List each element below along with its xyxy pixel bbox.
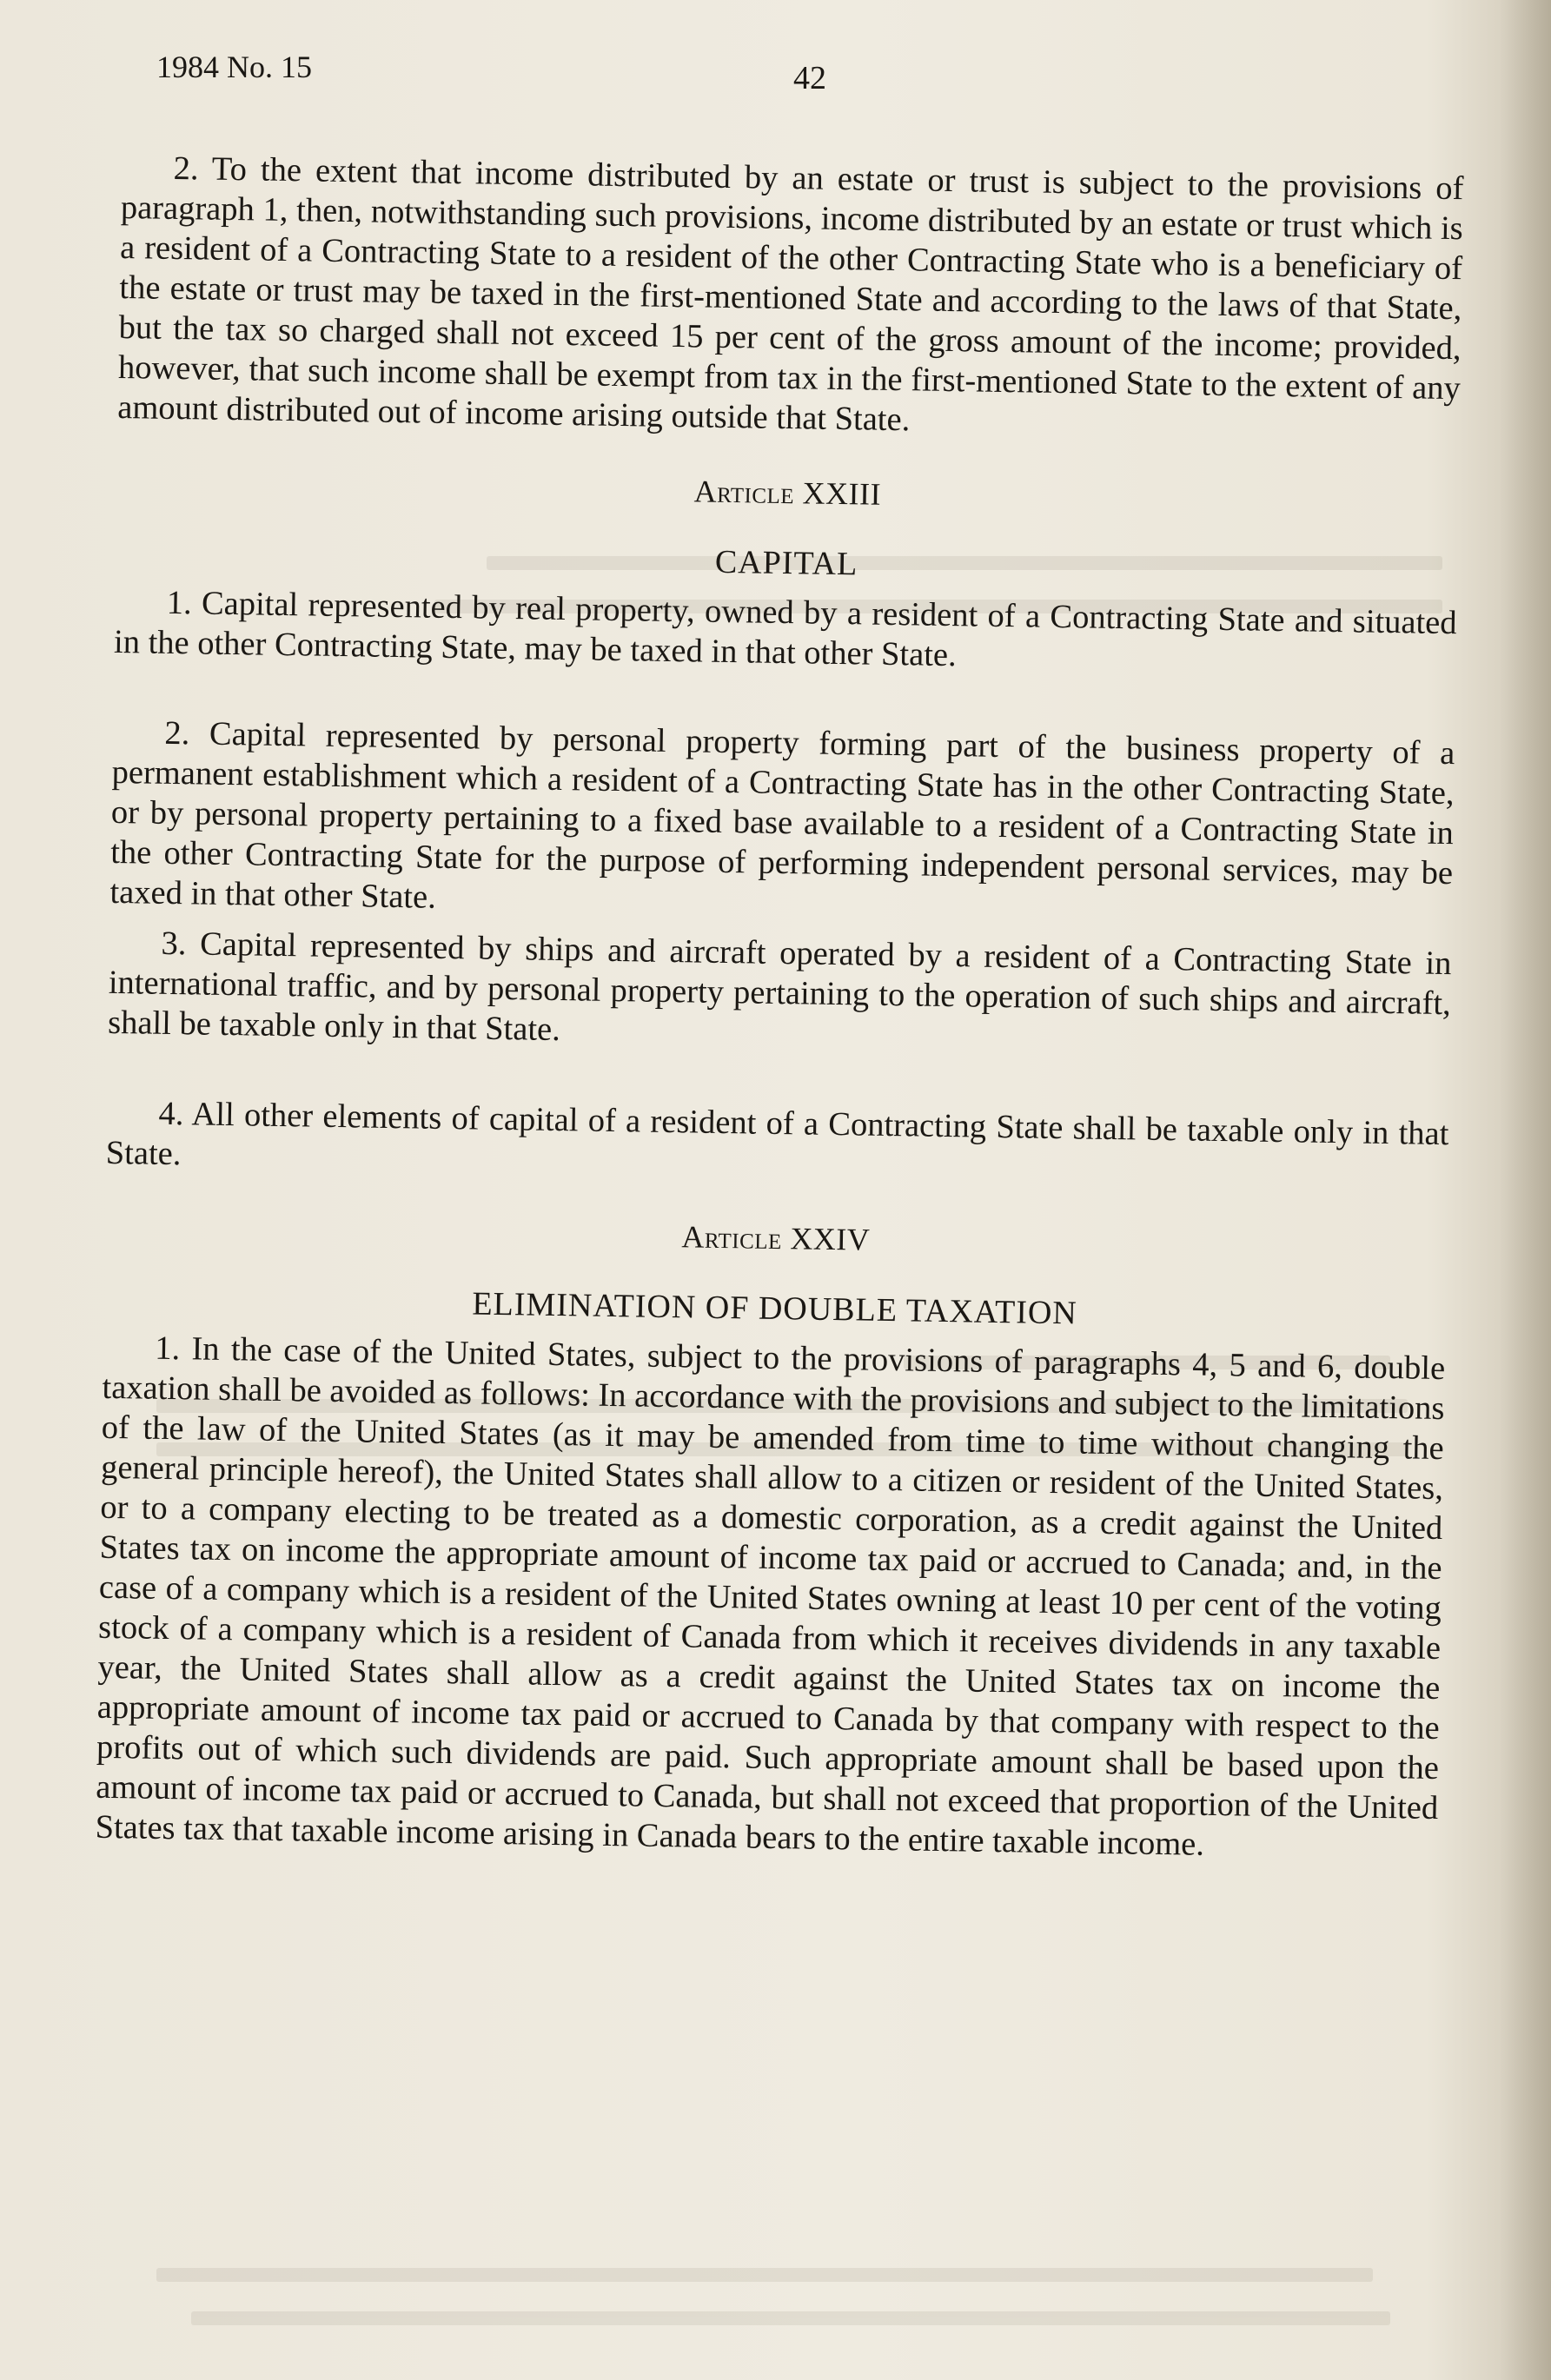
article-23-title-text: Article XXIII [693,474,882,512]
paragraph-capital-personal-property: 2. Capital represented by personal property forming part of the business property of a permanent establishment which a resident of a Contracting State has in the other Contracting State, or by personal property pertaining to a fixed base available to a resident of a Contracting State in the other Contracting State for the purpose of performing independent personal services, may be taxed in that other State. [109,714,1455,916]
page-edge-shadow [1499,0,1551,2380]
paragraph-capital-other-elements: 4. All other elements of capital of a resident of a Contracting State shall be taxable only in that State. [105,1095,1449,1173]
page-number: 42 [793,60,826,96]
article-24-title [104,1210,1447,1267]
document-number: 1984 No. 15 [156,50,312,84]
article-24-heading: ELIMINATION OF DOUBLE TAXATION [472,1285,1078,1332]
paragraph-estate-trust-income: 2. To the extent that income distributed by an estate or trust is subject to the provisions of paragraph 1, then, notwithstanding such provisions, income distributed by an estate or trust which is a resident of a Contracting State to a resident of the other Contracting State who is a beneficiary of the estate or trust may be taxed in the first-mentioned State and according to the laws of that State, but the tax so charged shall not exceed 15 per cent of the gross amount of the income; provided, however, that such income shall be exempt from tax in the first-mentioned State to the extent of any amount distributed out of income arising outside that State. [116,149,1464,439]
paragraph-capital-real-property: 1. Capital represented by real property, owned by a resident of a Contracting State and situated in the other Contracting State, may be taxed in that other State. [113,584,1457,674]
article-24-title-text: Article XXIV [681,1219,871,1257]
body-text [95,148,1464,1868]
article-23-heading: CAPITAL [714,543,858,583]
article-23-title [116,464,1459,521]
paragraph-united-states-credit: 1. In the case of the United States, subject to the provisions of paragraphs 4, 5 and 6, double taxation shall be avoided as follows: In accordance with the provisions and subject to the limitations of the law of the United States (as it may be amended from time to time without changing the general principle hereof), the United States shall allow to a citizen or resident of the United States, or to a company electing to be treated as a domestic corporation, as a credit against the United States tax on income the appropriate amount of income tax paid or accrued to Canada; and, in the case of a company which is a resident of the United States owning at least 10 per cent of the voting stock of a company which is a resident of Canada from which it receives dividends in any taxable year, the United States shall allow as a credit against the United States tax on income the appropriate amount of income tax paid or accrued to Canada by that company with respect to the profits out of which such dividends are paid. Such appropriate amount shall be based upon the amount of income tax paid or accrued to Canada, but shall not exceed that proportion of the United States tax that taxable income arising in Canada bears to the entire taxable income. [95,1329,1446,1863]
paragraph-capital-ships-aircraft: 3. Capital represented by ships and aircraft operated by a resident of a Contracting State in international traffic, and by personal property pertaining to the operation of such ships and aircraft, shall be taxable only in that State. [107,925,1452,1049]
